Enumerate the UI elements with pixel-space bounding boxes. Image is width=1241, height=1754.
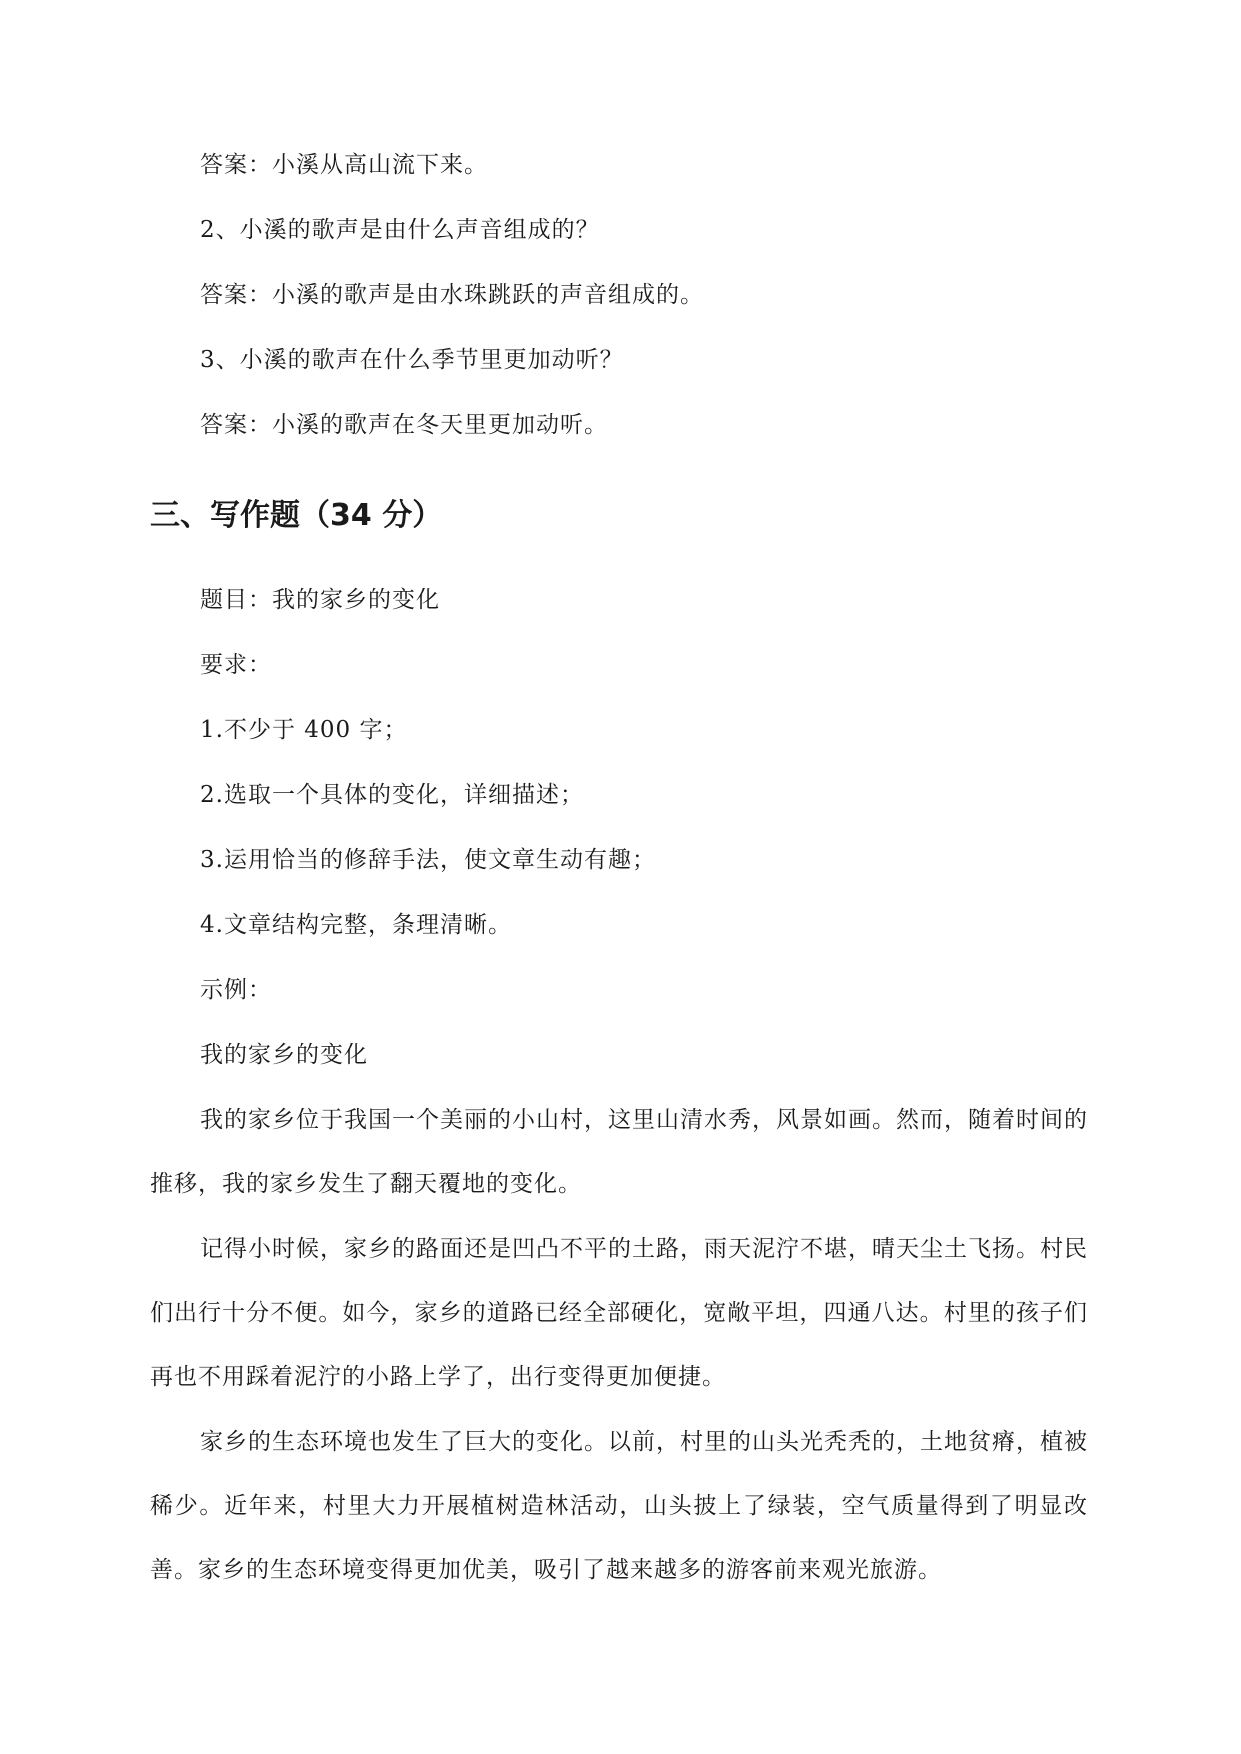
question-2: 2、小溪的歌声是由什么声音组成的？ [200,217,600,243]
answer-2: 答案：小溪的歌声是由水珠跳跃的声音组成的。 [200,282,704,308]
essay-paragraph: 家乡的生态环境也发生了巨大的变化。以前，村里的山头光秃秃的，土地贫瘠，植被稀少。近年来，村里大力开展植树造林活动，山头披上了绿装，空气质量得到了明显改善。家乡的生态环境变得更加优美，吸引了越来越多的游客前来观光旅游。 [150,1429,1088,1583]
requirement-item: 4.文章结构完整，条理清晰。 [200,912,512,938]
requirement-item: 1.不少于 400 字； [200,717,408,743]
question-3: 3、小溪的歌声在什么季节里更加动听？ [200,347,624,373]
answer-3: 答案：小溪的歌声在冬天里更加动听。 [200,412,608,438]
essay-paragraph: 我的家乡位于我国一个美丽的小山村，这里山清水秀，风景如画。然而，随着时间的推移，我的家乡发生了翻天覆地的变化。 [150,1107,1088,1197]
essay-topic: 题目：我的家乡的变化 [200,587,440,613]
answer-1: 答案：小溪从高山流下来。 [200,152,488,178]
essay-paragraph: 记得小时候，家乡的路面还是凹凸不平的土路，雨天泥泞不堪，晴天尘土飞扬。村民们出行十分不便。如今，家乡的道路已经全部硬化，宽敞平坦，四通八达。村里的孩子们再也不用踩着泥泞的小路上学了，出行变得更加便捷。 [150,1236,1088,1390]
section-heading: 三、写作题（34 分） [150,498,443,533]
requirement-item: 3.运用恰当的修辞手法，使文章生动有趣； [200,847,656,873]
example-label: 示例： [200,977,272,1003]
requirements-label: 要求： [200,652,272,678]
requirement-item: 2.选取一个具体的变化，详细描述； [200,782,584,808]
essay-title: 我的家乡的变化 [200,1042,368,1068]
